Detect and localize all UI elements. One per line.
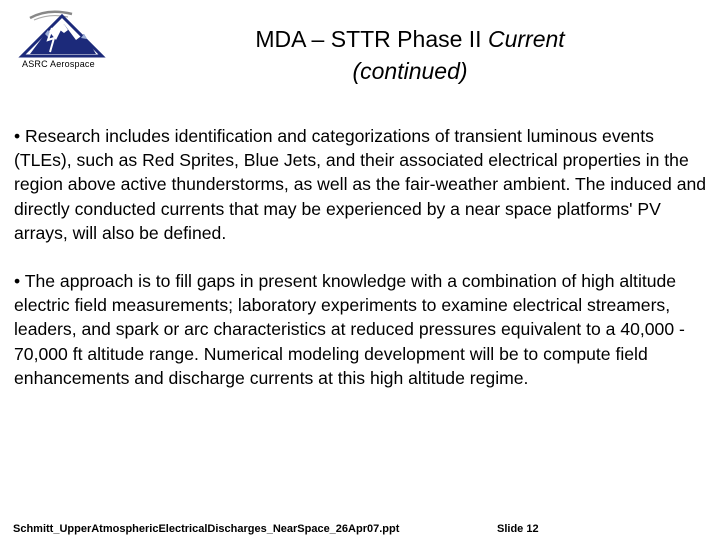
title-line-2: (continued) <box>352 58 468 84</box>
footer-filename: Schmitt_UpperAtmosphericElectricalDischarges_NearSpace_26Apr07.ppt <box>13 523 400 535</box>
asrc-logo <box>18 10 108 72</box>
bullet-research: • Research includes identification and categorizations of transient luminous events (TLEs), such as Red Sprites, Blue Jets, and their associated electrical properties in the region above active thunderstorms, as well as the fair-weather ambient. The induced and directly conducted currents that may be experienced by a near space platforms' PV arrays, will also be defined. <box>14 126 707 243</box>
bullet-approach: • The approach is to fill gaps in present knowledge with a combination of high altitude electric field measurements; laboratory experiments to examine electrical streamers, leaders, and spark or arc characteristics at reduced pressures equivalent to a 40,000 - 70,000 ft altitude range. Numerical modeling development will be to compute field enhancements and discharge currents at this high altitude regime. <box>14 271 685 388</box>
title-line-1 <box>200 23 620 55</box>
slide-body <box>14 124 716 390</box>
mountain-logo-icon <box>18 10 108 60</box>
logo-caption: ASRC Aerospace <box>22 59 95 69</box>
title-prefix: MDA – STTR Phase II <box>255 26 488 52</box>
slide-title <box>200 23 620 87</box>
slide-number: Slide 12 <box>497 523 539 535</box>
title-current: Current <box>487 26 565 52</box>
